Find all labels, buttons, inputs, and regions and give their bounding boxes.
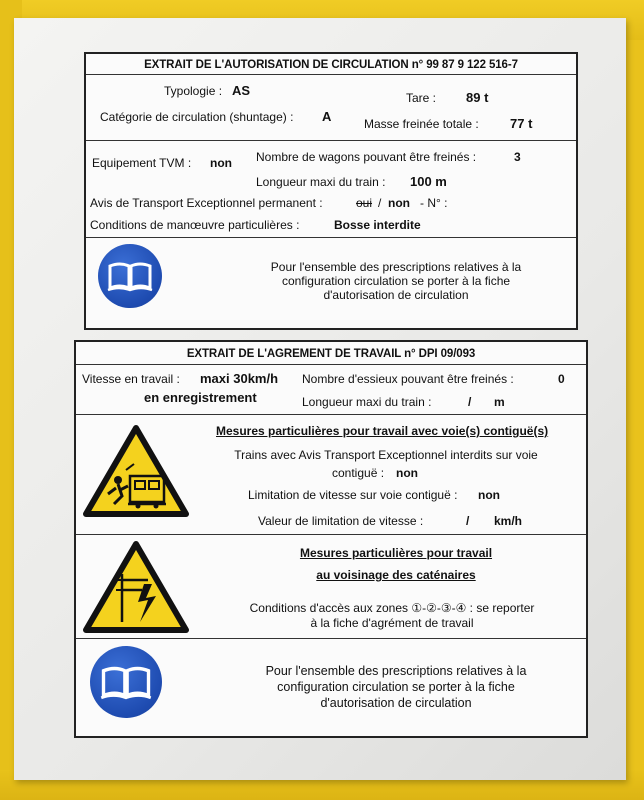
longueur-travail-unit: m (494, 395, 505, 409)
tare-label: Tare : (406, 91, 437, 105)
avis-label: Avis de Transport Exceptionnel permanent : (90, 196, 323, 210)
card1-note-line2: configuration circulation se porter à la fiche (281, 274, 511, 288)
vitesse-label: Vitesse en travail : (82, 372, 180, 386)
card2-title: EXTRAIT DE L'AGREMENT DE TRAVAIL n° DPI 09/093 (186, 348, 476, 360)
vitesse-value-2: en enregistrement (144, 390, 257, 405)
section2-title-line2: au voisinage des caténaires (316, 568, 476, 582)
masse-label: Masse freinée totale : (364, 117, 479, 131)
card2-note-line1: Pour l'ensemble des prescriptions relatives à la (265, 664, 527, 678)
trains-line2: contiguë : (332, 466, 385, 480)
card2-note-line3: d'autorisation de circulation (320, 696, 472, 710)
circulation-authorization-card (84, 52, 578, 330)
card1-note-line3: d'autorisation de circulation (323, 288, 469, 302)
section2-title-line1: Mesures particulières pour travail (299, 546, 493, 560)
limitation-label: Limitation de vitesse sur voie contiguë : (248, 488, 458, 502)
longueur-travail-value: / (468, 395, 472, 409)
warning-electric-icon (82, 540, 190, 636)
card1-note-line1: Pour l'ensemble des prescriptions relatives à la (270, 260, 522, 274)
avis-non: non (388, 196, 410, 210)
manoeuvre-label: Conditions de manœuvre particulières : (90, 218, 300, 232)
longueur-label: Longueur maxi du train : (256, 175, 386, 189)
avis-number: - N° : (420, 196, 448, 210)
book-icon (90, 646, 162, 718)
essieux-value: 0 (558, 372, 565, 386)
valeur-label: Valeur de limitation de vitesse : (258, 514, 424, 528)
tvm-value: non (210, 156, 232, 170)
limitation-value: non (478, 488, 500, 502)
valeur-value: / (466, 514, 470, 528)
manoeuvre-value: Bosse interdite (334, 218, 421, 232)
warning-train-icon (82, 424, 190, 520)
avis-oui: oui (356, 196, 373, 210)
tare-value: 89 t (466, 90, 489, 105)
trains-line1: Trains avec Avis Transport Exceptionnel interdits sur voie (234, 448, 538, 462)
wagons-label: Nombre de wagons pouvant être freinés : (256, 150, 477, 164)
longueur-travail-label: Longueur maxi du train : (302, 395, 432, 409)
categorie-label: Catégorie de circulation (shuntage) : (100, 110, 294, 124)
card2-note-line2: configuration circulation se porter à la fiche (277, 680, 515, 694)
tvm-label: Equipement TVM : (92, 156, 192, 170)
valeur-unit: km/h (494, 514, 523, 528)
card1-title: EXTRAIT DE L'AUTORISATION DE CIRCULATION n° 99 87 9 122 516-7 (144, 59, 518, 71)
essieux-label: Nombre d'essieux pouvant être freinés : (302, 372, 514, 386)
section1-title: Mesures particulières pour travail avec voie(s) contiguë(s) (216, 424, 549, 438)
typologie-value: AS (232, 83, 251, 98)
masse-value: 77 t (510, 116, 533, 131)
trains-value: non (396, 466, 418, 480)
longueur-value: 100 m (410, 174, 447, 189)
vitesse-value: maxi 30km/h (200, 371, 279, 386)
categorie-value: A (322, 109, 332, 124)
work-agreement-card (74, 340, 588, 738)
wagons-value: 3 (514, 150, 521, 164)
book-icon (98, 244, 162, 308)
acces-line1: Conditions d'accès aux zones ①-②-③-④ : se reporter (249, 601, 535, 615)
acces-line2: à la fiche d'agrément de travail (310, 616, 474, 630)
typologie-label: Typologie : (164, 84, 223, 98)
avis-separator: / (378, 196, 382, 210)
